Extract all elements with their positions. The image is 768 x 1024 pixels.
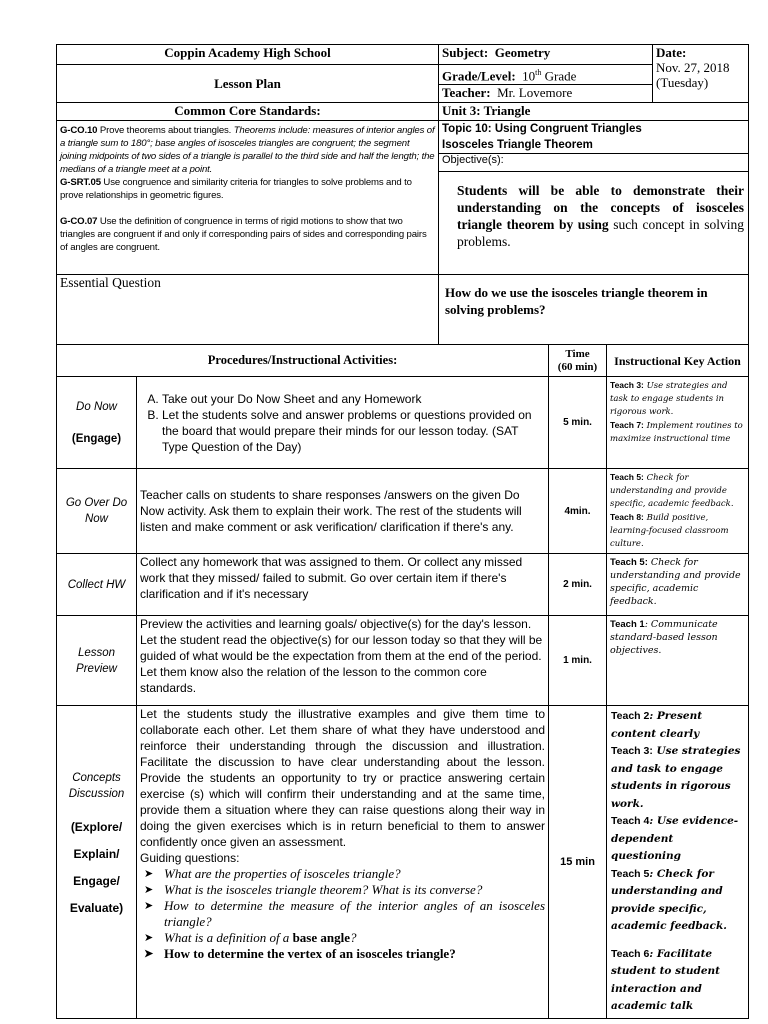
key-action: Teach 5: Check for understanding and provide specific, academic feedback. Teach 8: Build positive, learning-focused classroom culture.	[607, 469, 749, 554]
list-item: ➤ What is a definition of a base angle?	[164, 930, 545, 946]
lesson-plan-document	[56, 44, 748, 1019]
teacher-cell: Teacher: Mr. Lovemore	[439, 85, 653, 103]
table-row	[57, 554, 749, 616]
activity-body: Preview the activities and learning goals/ objective(s) for the day's lesson. Let the student read the objective(s) for our lesson today so that they will be guided of what would be the expectation from them at the end of the period. Let them know also the relation of the lesson to the common core standards.	[137, 616, 549, 706]
unit-title: Unit 3: Triangle	[439, 103, 749, 121]
table-row	[57, 706, 749, 1019]
school-name: Coppin Academy High School	[57, 45, 439, 65]
activity-time: 4min.	[549, 469, 607, 554]
standards-heading: Common Core Standards:	[57, 103, 439, 121]
activity-body: Let the students study the illustrative examples and give them time to collaborate each other. Let them share of what they have understood and reinforce their understanding through the discussion and illustration. Facilitate the discussion to have clear understanding about the lesson. Provide the students an opportunity to try or practice answering certain exercise (s) which will confirm their understanding and at the same time, provide them a situation where they can raise questions along their way in doing the given exercises which is in return beneficial to them to answer confidently once given an assessment. Guiding questions: ➤ What are the properties of isosceles triangle? ➤ What is the isosceles triangle theorem? What is its converse? ➤ How to determine the measure of the interior angles of an isosceles triangle? ➤ What is a definition of a base angle? ➤ How to determine the vertex of an isosceles triangle?	[137, 706, 549, 1019]
table-row	[57, 616, 749, 706]
table-row	[57, 469, 749, 554]
activity-body: Collect any homework that was assigned to them. Or collect any missed work that they missed/ failed to submit. Go over certain item if there's clarification and if it's necessary	[137, 554, 549, 616]
procedures-table	[56, 344, 749, 1019]
standards-list	[57, 121, 439, 275]
essential-question: How do we use the isosceles triangle theorem in solving problems?	[439, 275, 749, 345]
key-action: Teach 2: Present content clearly Teach 3: Use strategies and task to engage students in rigorous work. Teach 4: Use evidence-dependent questioning Teach 5: Check for understanding and provide specific, academic feedback. Teach 6: Facilitate student to student interaction and academic talk	[607, 706, 749, 1019]
objective-text: Students will be able to demonstrate their understanding on the concepts of isosceles triangle theorem by using such concept in solving problems.	[439, 172, 749, 275]
essential-question-label: Essential Question	[57, 275, 439, 345]
standard-item: G-SRT.05 Use congruence and similarity criteria for triangles to solve problems and to prove relationships in geometric figures.	[60, 177, 412, 201]
list-item: ➤ How to determine the measure of the interior angles of an isosceles triangle?	[164, 898, 545, 930]
guiding-questions	[140, 866, 545, 962]
activity-body: Teacher calls on students to share responses /answers on the given Do Now activity. Ask them to explain their work. The rest of the students will listen and make comment or ask verification/ clarification if there's any.	[137, 469, 549, 554]
date-cell: Date: Nov. 27, 2018 (Tuesday)	[653, 45, 749, 103]
activity-name: Collect HW	[57, 554, 137, 616]
activity-time: 15 min	[549, 706, 607, 1019]
activity-time: 2 min.	[549, 554, 607, 616]
key-action: Teach 5: Check for understanding and provide specific, academic feedback.	[607, 554, 749, 616]
standards-table	[56, 102, 749, 345]
standard-item: G-CO.07 Use the definition of congruence in terms of rigid motions to show that two triangles are congruent if and only if corresponding pairs of sides and corresponding pairs of angles are congruent.	[60, 216, 427, 253]
activity-name: Lesson Preview	[57, 616, 137, 706]
header-table	[56, 44, 749, 103]
standard-item: G-CO.10 Prove theorems about triangles. Theorems include: measures of interior angles of a triangle sum to 180°; base angles of isosceles triangles are congruent; the segment joining midpoints of two sides of a triangle is parallel to the third side and half the length; the medians of a triangle meet at a point.	[60, 125, 435, 175]
list-item: ➤ How to determine the vertex of an isosceles triangle?	[164, 946, 545, 962]
activity-time: 5 min.	[549, 377, 607, 469]
list-item: ➤ What is the isosceles triangle theorem? What is its converse?	[164, 882, 545, 898]
grade-cell: Grade/Level: 10th Grade	[439, 65, 653, 85]
activity-time: 1 min.	[549, 616, 607, 706]
activity-name: Concepts Discussion (Explore/ Explain/ Engage/ Evaluate)	[57, 706, 137, 1019]
table-row	[57, 377, 749, 469]
procedures-heading: Procedures/Instructional Activities:	[57, 345, 549, 377]
activity-body	[137, 377, 549, 469]
lesson-plan-title: Lesson Plan	[57, 65, 439, 103]
activity-name: Go Over Do Now	[57, 469, 137, 554]
objective-label: Objective(s):	[439, 154, 749, 172]
list-item: A. Take out your Do Now Sheet and any Homework	[162, 391, 545, 407]
activity-name: Do Now (Engage)	[57, 377, 137, 469]
time-heading: Time (60 min)	[549, 345, 607, 377]
topic-cell: Topic 10: Using Congruent Triangles Isosceles Triangle Theorem	[439, 121, 749, 154]
key-action: Teach 3: Use strategies and task to engage students in rigorous work. Teach 7: Implement routines to maximize instructional time	[607, 377, 749, 469]
key-action-heading: Instructional Key Action	[607, 345, 749, 377]
list-item: ➤ What are the properties of isosceles triangle?	[164, 866, 545, 882]
list-item: B. Let the students solve and answer problems or questions provided on the board that would prepare their minds for our lesson today. (SAT Type Question of the Day)	[162, 407, 545, 455]
key-action: Teach 1: Communicate standard-based lesson objectives.	[607, 616, 749, 706]
subject-cell: Subject: Geometry	[439, 45, 653, 65]
